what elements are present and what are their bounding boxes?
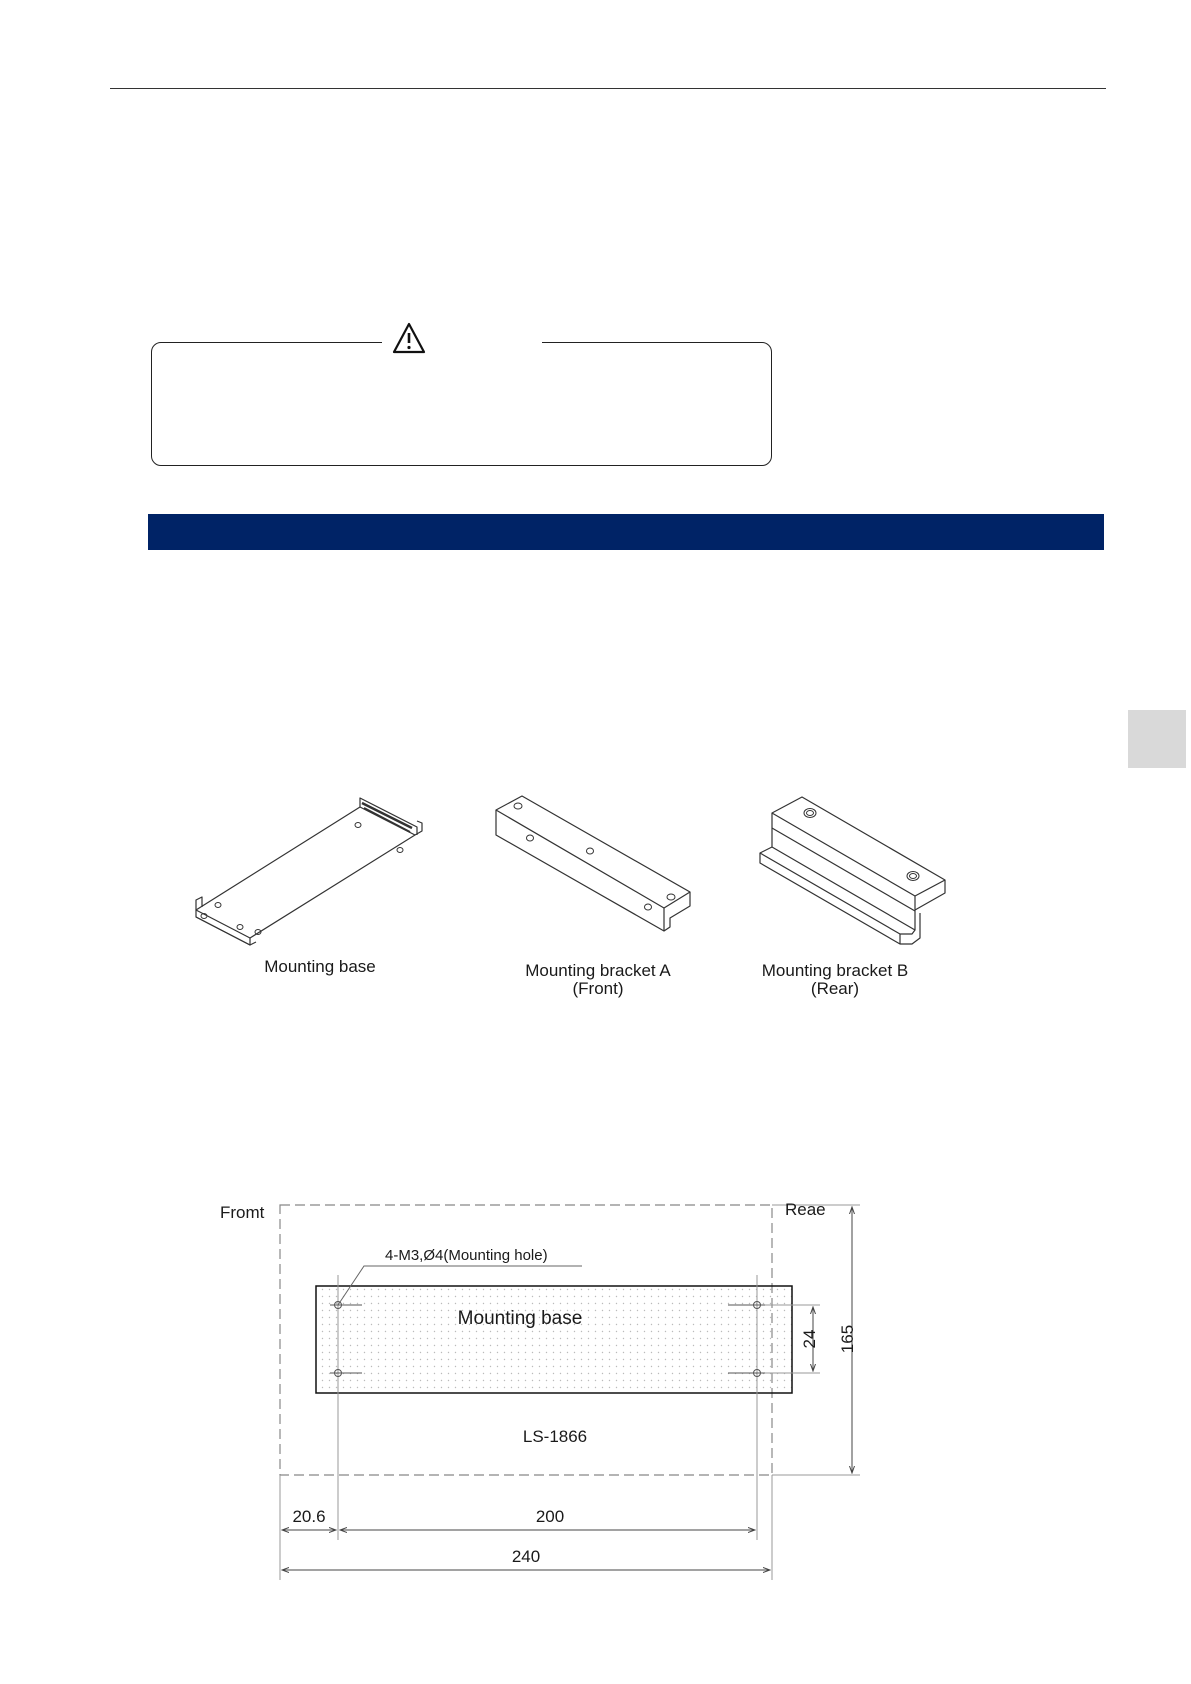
header-rule bbox=[110, 88, 1106, 89]
component-illustrations bbox=[190, 795, 960, 1015]
base-label: Mounting base bbox=[457, 1308, 583, 1329]
section-heading-bar bbox=[148, 514, 1104, 550]
component-label: Mounting bracket B bbox=[761, 961, 909, 980]
mounting-base-illustration bbox=[190, 795, 430, 950]
dimension-hole-pitch: 200 bbox=[535, 1507, 565, 1526]
mounting-bracket-a-illustration bbox=[490, 790, 705, 945]
mounting-bracket-b-illustration bbox=[750, 783, 960, 948]
front-label: Fromt bbox=[220, 1203, 265, 1222]
dimension-drawing-lines bbox=[200, 1195, 900, 1590]
component-sublabel: (Rear) bbox=[810, 979, 860, 998]
dimension-overall-depth: 165 bbox=[838, 1324, 857, 1354]
chapter-side-tab bbox=[1128, 710, 1186, 768]
dimension-offset: 20.6 bbox=[292, 1507, 326, 1526]
hole-note: 4-M3,Ø4(Mounting hole) bbox=[385, 1247, 548, 1264]
component-sublabel: (Front) bbox=[572, 979, 624, 998]
warning-triangle-icon bbox=[392, 322, 426, 354]
rear-label: Reae bbox=[785, 1200, 826, 1219]
component-label: Mounting base bbox=[264, 957, 376, 976]
dimension-overall-width: 240 bbox=[511, 1547, 541, 1566]
component-label: Mounting bracket A bbox=[525, 961, 671, 980]
dimension-hole-spacing: 24 bbox=[800, 1329, 819, 1349]
model-label: LS-1866 bbox=[522, 1427, 588, 1446]
mounting-dimension-drawing bbox=[200, 1195, 900, 1590]
caution-box bbox=[151, 342, 772, 466]
